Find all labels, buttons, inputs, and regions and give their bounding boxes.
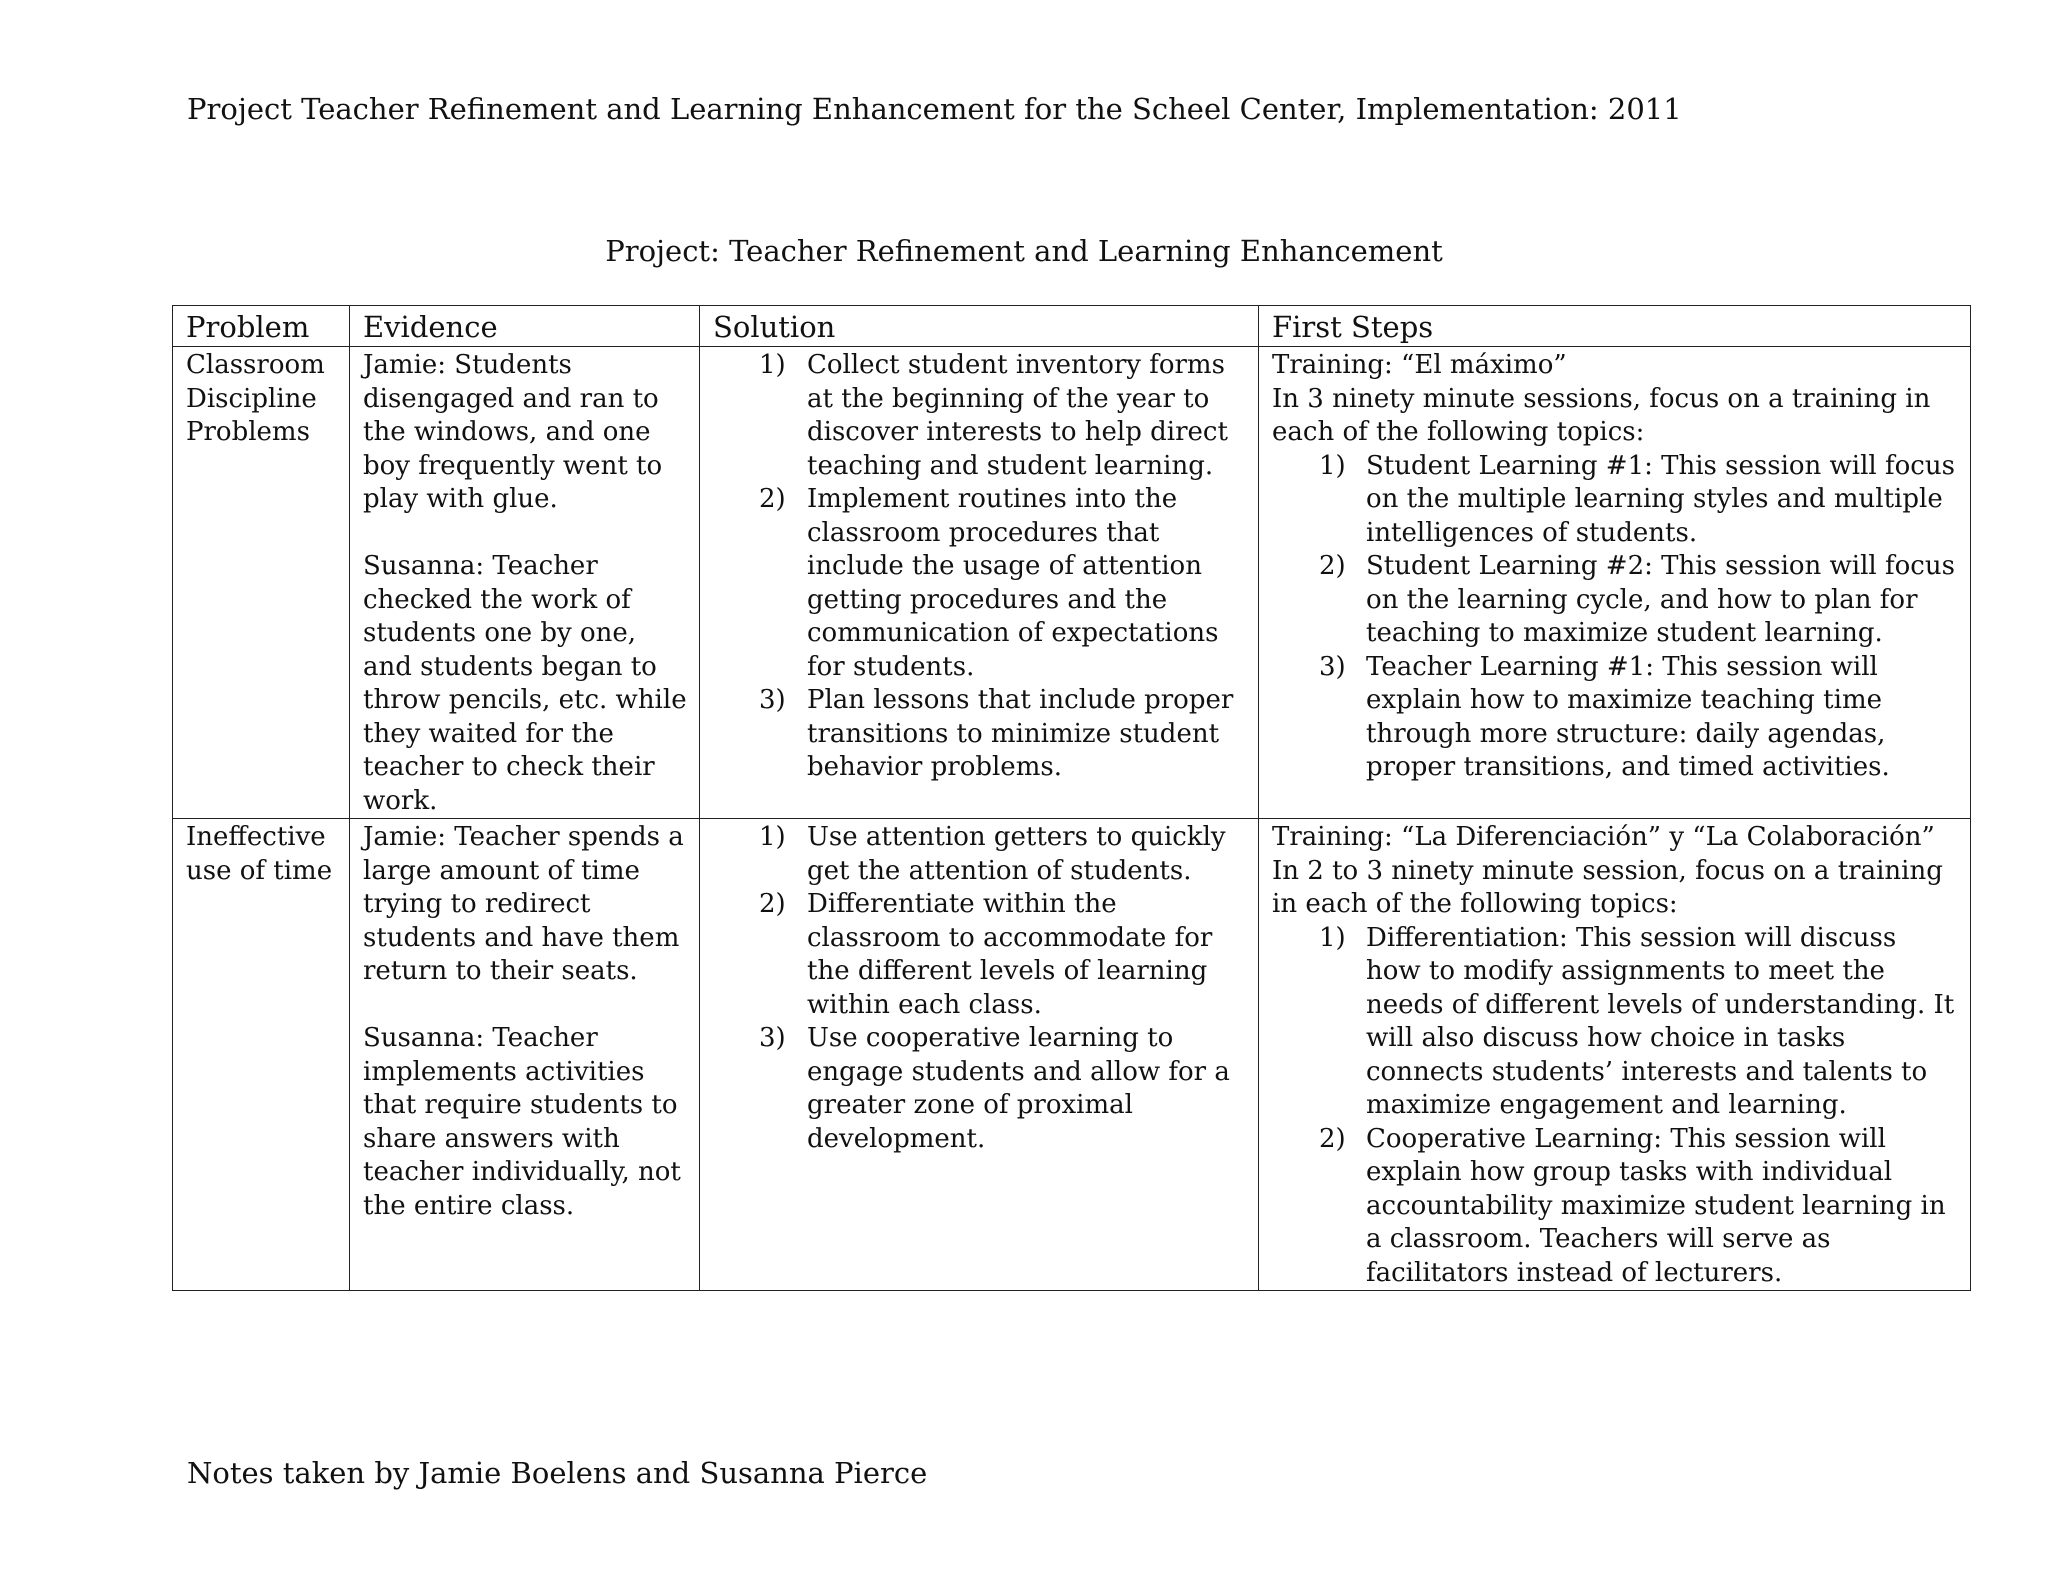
solution-item <box>713 483 1246 684</box>
document-header: Project Teacher Refinement and Learning Enhancement for the Scheel Center, Implementation: 2011 <box>187 92 1682 126</box>
item-number: 1) <box>759 822 786 852</box>
first-steps-cell <box>1259 819 1971 1291</box>
problem-cell <box>173 347 350 819</box>
first-steps-list <box>1272 450 1958 785</box>
solution-item <box>713 349 1246 483</box>
item-text: Teacher Learning #1: This session will explain how to maximize teaching time through more structure: daily agendas, proper transitions, and timed activities. <box>1366 651 1890 782</box>
table-title: Project: Teacher Refinement and Learning Enhancement <box>605 234 1443 268</box>
solution-cell <box>700 819 1259 1291</box>
evidence-jamie: Jamie: Students disengaged and ran to the windows, and one boy frequently went to play with glue. <box>363 350 663 514</box>
first-steps-item <box>1272 922 1958 1123</box>
training-intro: In 2 to 3 ninety minute session, focus on a training in each of the following topics: <box>1272 855 1943 919</box>
training-intro: In 3 ninety minute sessions, focus on a training in each of the following topics: <box>1272 383 1931 447</box>
item-number: 2) <box>1319 1123 1346 1154</box>
evidence-susanna: Susanna: Teacher implements activities that require students to share answers with teacher individually, not the entire class. <box>363 1023 681 1221</box>
item-number: 1) <box>1319 450 1346 481</box>
item-text: Student Learning #1: This session will focus on the multiple learning styles and multiple intelligences of students. <box>1366 450 1955 548</box>
notes-footer: Notes taken by Jamie Boelens and Susanna Pierce <box>187 1456 928 1490</box>
item-number: 1) <box>1319 922 1346 953</box>
first-steps-cell <box>1259 347 1971 819</box>
evidence-jamie: Jamie: Teacher spends a large amount of time trying to redirect students and have them return to their seats. <box>363 822 684 986</box>
item-text: Cooperative Learning: This session will explain how group tasks with individual accountability maximize student learning in a classroom. Teachers will serve as facilitators instead of lecturers. <box>1366 1123 1946 1288</box>
header-problem: Problem <box>173 306 350 347</box>
item-text: Student Learning #2: This session will focus on the learning cycle, and how to plan for teaching to maximize student learning. <box>1366 551 1955 648</box>
item-number: 3) <box>759 1023 786 1053</box>
item-number: 3) <box>759 685 786 715</box>
evidence-cell <box>350 347 700 819</box>
item-text: Differentiation: This session will discuss how to modify assignments to meet the needs of different levels of understanding. It will also discuss how choice in tasks connects students’ interests and talents to maximize engagement and learning. <box>1366 922 1955 1120</box>
training-title: Training: “El máximo” <box>1272 350 1567 380</box>
first-steps-item <box>1272 450 1958 551</box>
item-number: 3) <box>1319 651 1346 682</box>
item-number: 1) <box>759 350 786 380</box>
evidence-cell <box>350 819 700 1291</box>
problem-text: Classroom Discipline Problems <box>186 350 325 447</box>
project-plan-table <box>172 305 1971 1291</box>
header-evidence: Evidence <box>350 306 700 347</box>
table-row <box>173 347 1971 819</box>
item-number: 2) <box>1319 551 1346 581</box>
item-text: Implement routines into the classroom procedures that include the usage of attention getting procedures and the communication of expectations for students. <box>807 484 1219 682</box>
item-text: Use attention getters to quickly get the attention of students. <box>807 822 1226 886</box>
first-steps-item <box>1272 651 1958 785</box>
item-number: 2) <box>759 889 786 919</box>
table-header-row <box>173 306 1971 347</box>
header-first-steps: First Steps <box>1259 306 1971 347</box>
item-number: 2) <box>759 484 786 514</box>
solution-item <box>713 821 1246 888</box>
item-text: Use cooperative learning to engage students and allow for a greater zone of proximal development. <box>807 1023 1230 1154</box>
table-row <box>173 819 1971 1291</box>
problem-cell <box>173 819 350 1291</box>
header-solution: Solution <box>700 306 1259 347</box>
first-steps-item <box>1272 550 1958 651</box>
item-text: Differentiate within the classroom to accommodate for the different levels of learning within each class. <box>807 889 1213 1020</box>
problem-text: Ineffective use of time <box>186 822 333 886</box>
solution-item <box>713 1022 1246 1156</box>
solution-item <box>713 684 1246 785</box>
item-text: Plan lessons that include proper transitions to minimize student behavior problems. <box>807 685 1234 782</box>
evidence-susanna: Susanna: Teacher checked the work of students one by one, and students began to throw pencils, etc. while they waited for the teacher to check their work. <box>363 551 687 816</box>
solution-list <box>713 349 1246 785</box>
solution-item <box>713 888 1246 1022</box>
item-text: Collect student inventory forms at the beginning of the year to discover interests to help direct teaching and student learning. <box>807 350 1228 481</box>
solution-cell <box>700 347 1259 819</box>
training-title: Training: “La Diferenciación” y “La Colaboración” <box>1272 822 1935 852</box>
first-steps-item <box>1272 1123 1958 1291</box>
solution-list <box>713 821 1246 1156</box>
first-steps-list <box>1272 922 1958 1291</box>
